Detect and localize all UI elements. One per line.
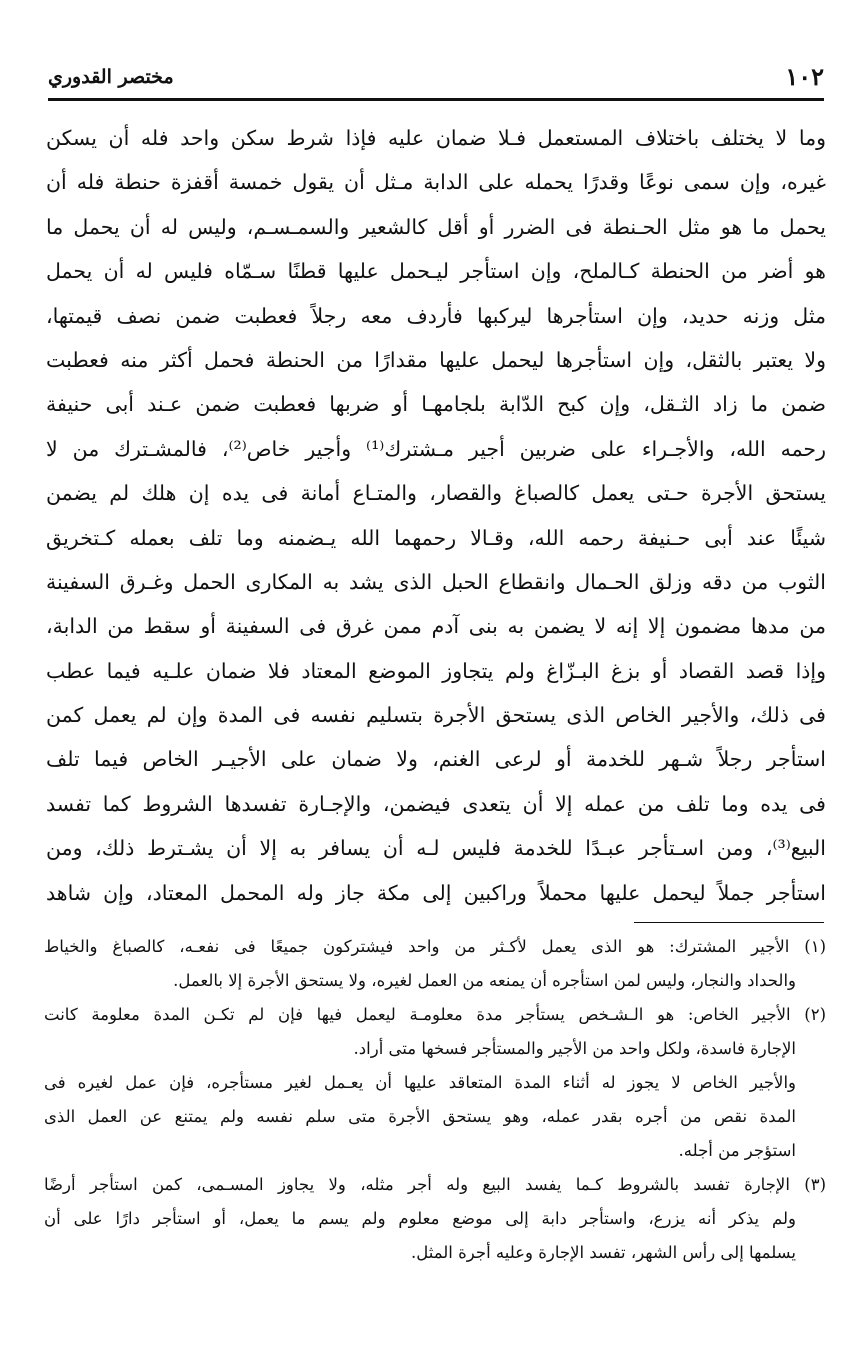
text-line: رحمه الله، والأجـراء على ضربين أجير مـشترك⁽¹⁾ وأجير خاص⁽²⁾، فالمشـترك من لا	[46, 436, 826, 461]
text-line: يستحق الأجرة حـتى يعمل كالصباغ والقصار، والمتـاع أمانة فى يده إن هلك لم يضمن	[46, 481, 826, 506]
page-header	[48, 60, 824, 100]
header-rule	[48, 98, 824, 101]
text-line: فى يده وما تلف من عمله إلا أن يتعدى فيضمن، والإجـارة تفسدها الشروط كما تفسد	[46, 791, 826, 816]
text-line: هو أضر من الحنطة كـالملح، وإن استأجر ليـحمل عليها قطنًا سـمّاه فليس له أن يحمل	[46, 259, 826, 284]
footnote-1	[44, 930, 826, 998]
text-line: الثوب من دقه وزلق الحـمال وانقطاع الحبل الذى يشد به المكارى الحمل وغـرق السفينة	[46, 569, 826, 594]
footnote-2	[44, 998, 826, 1168]
text-line: شيئًا عند أبى حـنيفة رحمه الله، وقـالا رحمهما الله يـضمنه وما تلف بعمله كـتخريق	[46, 525, 826, 550]
footnote-line: والأجير الخاص لا يجوز له أثناء المدة المتعاقد عليها أن يعـمل لغير مستأجره، فإن عمل لغيره فى	[44, 1073, 796, 1092]
text-line: ضمن ما زاد الثـقل، وإن كبح الدّابة بلجامهـا أو ضربها فعطبت ضمن عـند أبى حنيفة	[46, 392, 826, 417]
footnote-line: يسلمها إلى رأس الشهر، تفسد الإجارة وعليه أجرة المثل.	[411, 1243, 796, 1262]
text-line: غيره، وإن سمى نوعًا وقدرًا يحمله على الدابة مـثل أن يقول خمسة أقفزة حنطة فله أن	[46, 170, 826, 195]
footnote-separator	[634, 922, 824, 923]
footnote-line: الإجارة فاسدة، ولكل واحد من الأجير والمستأجر فسخها متى أراد.	[353, 1039, 796, 1058]
text-line: مثل وزنه حديد، وإن استأجرها ليركبها فأردف معه رجلاً فعطبت ضمن نصف قيمتها،	[46, 303, 826, 328]
footnote-line: ولم يذكر أنه يزرع، واستأجر دابة إلى موضع معلوم ولم يسم ما يعمل، أو استأجر دارًا على أن	[44, 1209, 796, 1228]
running-title: مختصر القدوري	[48, 66, 174, 88]
footnote-line: والحداد والنجار، وليس لمن استأجره أن يمنعه من العمل لغيره، ولا يستحق الأجرة إلا بالعمل.	[173, 971, 796, 990]
footnote-line: (٢) الأجير الخاص: هو الـشـخص يستأجر مدة معلومـة ليعمل فيها فإن لم تكـن المدة معلومة كانت	[44, 1005, 826, 1024]
page-number: ١٠٢	[785, 62, 824, 91]
text-line: استأجر رجلاً شـهر للخدمة أو لرعى الغنم، ولا ضمان على الأجيـر الخاص فيما تلف	[46, 747, 826, 772]
text-line: فى ذلك، والأجير الخاص الذى يستحق الأجرة بتسليم نفسه فى المدة وإن لم يعمل كمن	[46, 703, 826, 728]
footnote-line: المدة نقص من أجره بقدر عمله، وهو يستحق الأجرة متى سلم نفسه ولم يمتنع عن العمل الذى	[44, 1107, 796, 1126]
text-line: وما لا يختلف باختلاف المستعمل فـلا ضمان عليه فإذا شرط سكن واحد فله أن يسكن	[46, 126, 826, 150]
footnote-3	[44, 1168, 826, 1270]
footnote-line: استؤجر من أجله.	[678, 1141, 796, 1160]
text-line: يحمل ما هو مثل الحـنطة فى الضرر أو أقل كالشعير والسمـسـم، وليس له أن يحمل ما	[46, 214, 826, 239]
text-line: البيع⁽³⁾، ومن اسـتأجر عبـدًا للخدمة فليس لـه أن يسافر به إلا أن يشـترط ذلك، ومن	[46, 836, 826, 861]
footnotes	[44, 930, 826, 1270]
main-text	[46, 116, 826, 915]
footnote-line: (٣) الإجارة تفسد بالشروط كـما يفسد البيع وله أجر مثله، ولا يجاوز المسـمى، كمن استأجر أرضًا	[44, 1175, 826, 1194]
text-line: ولا يعتبر بالثقل، وإن استأجرها ليحمل عليها مقدارًا من الحنطة فحمل أكثر منه فعطبت	[46, 347, 826, 372]
text-line: من مدها مضمون إلا إنه لا يضمن به بنى آدم ممن غرق فى السفينة أو سقط من الدابة،	[46, 614, 826, 639]
text-line: استأجر جملاً ليحمل عليها محملاً وراكبين إلى مكة جاز وله المحمل المعتاد، وإن شاهد	[46, 880, 826, 905]
text-line: وإذا قصد القصاد أو بزغ البـزّاغ ولم يتجاوز الموضع المعتاد فلا ضمان علـيه فيما عطب	[46, 658, 826, 683]
footnote-line: (١) الأجير المشترك: هو الذى يعمل لأكـثر من واحد فيشتركون جميعًا فى نفعـه، كالصباغ والخياط	[44, 937, 826, 956]
